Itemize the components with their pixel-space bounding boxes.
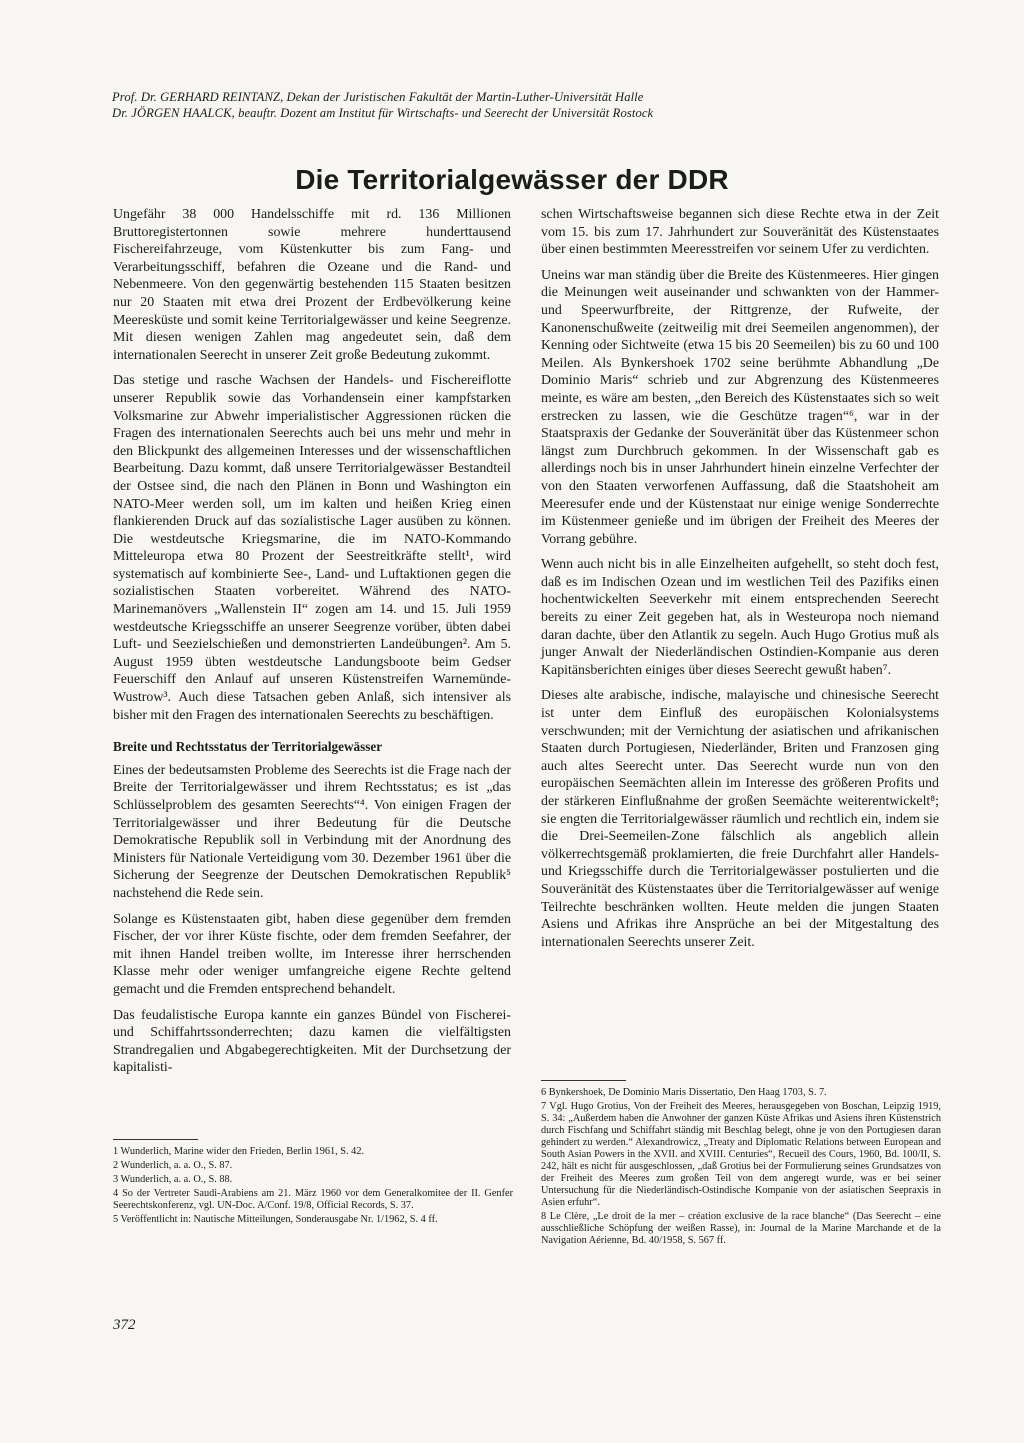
footnotes-left — [113, 1125, 513, 1228]
author-line-1: Prof. Dr. GERHARD REINTANZ, Dekan der Juristischen Fakultät der Martin-Luther-Universität Halle — [112, 90, 644, 104]
footnote: 6 Bynkershoek, De Dominio Maris Dissertatio, Den Haag 1703, S. 7. — [541, 1087, 827, 1098]
section-heading: Breite und Rechtsstatus der Territorialgewässer — [113, 739, 383, 755]
paragraph-intro: Ungefähr 38 000 Handelsschiffe mit rd. 136 Millionen Bruttoregistertonnen sowie mehrere hunderttausend Fischereifahrzeuge, vom Küstenkutter bis zum Fang- und Verarbeitungsschiff, befahren die Ozeane und die Rand- und Nebenmeere. Von den gegenwärtig bestehenden 115 Staaten besitzen nur 20 Staaten mit etwa drei Prozent der Erdbevölkerung keine Meeresküste und somit keine Territorialgewässer und keine Seegrenze. Mit diesen wenigen Zahlen mag angedeutet sein, daß dem internationalen Seerecht in unserer Zeit große Bedeutung zukommt. — [113, 207, 511, 363]
paragraph-fleet: Das stetige und rasche Wachsen der Handels- und Fischereiflotte unserer Republik sowie das Vorhandensein einer kampfstarken Volksmarine zur Abwehr imperialistischer Aggressionen rücken die Fragen des internationalen Seerechts auch bei uns mehr und mehr in den Blickpunkt des allgemeinen Interesses und der wissenschaftlichen Bearbeitung. Dazu kommt, daß unsere Territorialgewässer Bestandteil der Ostsee sind, die nach den Plänen in Bonn und Washington ein NATO-Meer werden soll, um im kalten und heißen Krieg einen flankierenden Druck auf das sozialistische Lager ausüben zu können. Die westdeutsche Kriegsmarine, die im NATO-Kommando Mitteleuropa etwa 80 Prozent der Seestreitkräfte stellt¹, wird systematisch auf kombinierte See-, Land- und Luftaktionen gegen die sozialistischen Staaten vorbereitet. Während des NATO-Marinemanövers „Wallenstein II“ zogen am 14. und 15. Juli 1959 westdeutsche Kriegsschiffe an unserer Seegrenze vorüber, übten dabei Luft- und Seezielschießen und demonstrierten Landeübungen². Am 5. August 1959 übten westdeutsche Landungsboote beim Gedser Feuerschiff den Anlauf auf unseren Küstenstreifen Warnemünde-Wustrow³. Auch diese Tatsachen geben Anlaß, sich intensiver als bisher mit den Fragen des internationalen Seerechts zu beschäftigen. — [113, 373, 511, 723]
paragraph-capitalist: schen Wirtschaftsweise begannen sich diese Rechte etwa in der Zeit vom 15. bis zum 17. Jahrhundert zur Souveränität des Küstenstaates über einen bestimmten Meeresstreifen vor seinem Ufer zu verdichten. — [541, 207, 939, 258]
paragraph-breadth-dispute: Uneins war man ständig über die Breite des Küstenmeeres. Hier gingen die Meinungen weit auseinander und schwankten von der Hammer- und Speerwurfbreite, der Rittgrenze, der Rufweite, der Kanonenschußweite (zeitweilig mit drei Seemeilen angenommen), der Kenning oder Sichtweite (etwa 15 bis 20 Seemeilen) bis zu 60 und 100 Meilen. Als Bynkershoek 1702 seine berühmte Abhandlung „De Dominio Maris“ schrieb und zur Abgrenzung des Küstenmeeres meinte, es wäre am besten, „den Bereich des Küstenstaates sich so weit erstrecken zu lassen, wie die Geschütze tragen“⁶, war in der Staatspraxis der Gedanke der Souveränität über das Küstenmeer schon längst zum Durchbruch gekommen. In der Wissenschaft gab es allerdings noch bis in unser Jahrhundert hinein einzelne Verfechter der von den Staaten verworfenen Auffassung, daß die Staatshoheit am Meeresufer ende und der Küstenstaat nur einige wenige Sonderrechte im Küstenmeer genieße und im übrigen der Freiheit des Meeres der Vorrang gebühre. — [541, 267, 939, 547]
paragraph-coastal-states: Solange es Küstenstaaten gibt, haben diese gegenüber dem fremden Fischer, der vor ihrer Küste fischte, oder dem fremden Seefahrer, der mit ihnen Handel treiben wollte, im Interesse ihrer herrschenden Klasse mehr oder weniger umfangreiche eigene Rechte geltend gemacht und die Fremden entsprechend behandelt. — [113, 911, 511, 997]
footnote: 2 Wunderlich, a. a. O., S. 87. — [113, 1160, 233, 1171]
footnote: 4 So der Vertreter Saudi-Arabiens am 21. März 1960 vor dem Generalkomitee der II. Genfer Seerechtskonferenz, vgl. UN-Doc. A/Conf. 19/8, Official Records, S. 37. — [113, 1188, 513, 1211]
footnotes-right — [541, 1066, 941, 1249]
paragraph-feudal: Das feudalistische Europa kannte ein ganzes Bündel von Fischerei- und Schiffahrtssonderrechten; dazu kamen die vielfältigsten Strandregalien und Abgabegerechtigkeiten. Mit der Durchsetzung der kapitalisti- — [113, 1007, 511, 1076]
paragraph-indian-ocean: Wenn auch nicht bis in alle Einzelheiten aufgehellt, so steht doch fest, daß es im Indischen Ozean und im westlichen Teil des Pazifiks einen hochentwickelten Seeverkehr mit einem entsprechenden Seerecht bereits zu einer Zeit gegeben hat, als in Westeuropa noch niemand daran dachte, über den Atlantik zu segeln. Auch Hugo Grotius muß als junger Anwalt der Niederländischen Ostindien-Kompanie aus deren Kapitänsberichten einiges über dieses Seerecht gewußt haben⁷. — [541, 557, 939, 678]
footnote-rule — [113, 1139, 198, 1140]
right-column — [541, 206, 939, 951]
paragraph-colonial: Dieses alte arabische, indische, malayische und chinesische Seerecht ist unter dem Einfluß des europäischen Kolonialsystems verschwunden; mit der Vernichtung der asiatischen und afrikanischen Staaten durch Portugiesen, Niederländer, Briten und Franzosen ging auch altes Seerecht unter. Das Seerecht wurde nun von den europäischen Seemächten allein im Interesse des größeren Profits und der stärkeren Einflußnahme der großen Seemächte weiterentwickelt⁸; sie engten die Territorialgewässer räumlich und rechtlich ein, indem sie die Drei-Seemeilen-Zone fälschlich als angeblich allein völkerrechtsgemäß proklamierten, die freie Durchfahrt aller Handels- und Kriegsschiffe durch die Territorialgewässer postulierten und die Souveränität des Küstenstaates über die Territorialgewässer auf wenige Teilrechte beschränken wollten. Heute melden die jungen Staaten Asiens und Afrikas ihre Ansprüche an bei der Mitgestaltung des internationalen Seerechts unserer Zeit. — [541, 688, 939, 950]
footnote: 8 Le Clère, „Le droit de la mer – création exclusive de la race blanche“ (Das Seerecht – eine ausschließliche Schöpfung der weißen Rasse), in: Journal de la Marine Marchande et de la Navigation Aérienne, Bd. 40/1958, S. 567 ff. — [541, 1211, 941, 1246]
author-line-2: Dr. JÖRGEN HAALCK, beauftr. Dozent am Institut für Wirtschafts- und Seerecht der Universität Rostock — [112, 106, 654, 120]
page-number: 372 — [113, 1317, 136, 1333]
footnote: 5 Veröffentlicht in: Nautische Mitteilungen, Sonderausgabe Nr. 1/1962, S. 4 ff. — [113, 1214, 438, 1225]
paragraph-breadth: Eines der bedeutsamsten Probleme des Seerechts ist die Frage nach der Breite der Territorialgewässer und ihrem Rechtsstatus; es ist „das Schlüsselproblem des gesamten Seerechts“⁴. Von einigen Fragen der Territorialgewässer und ihrer Bedeutung für die Deutsche Demokratische Republik soll in Verbindung mit der Anordnung des Ministers für Nationale Verteidigung vom 30. Dezember 1961 über die Sicherung der Seegrenze der Deutschen Demokratischen Republik⁵ nachstehend die Rede sein. — [113, 762, 511, 901]
footnote: 7 Vgl. Hugo Grotius, Von der Freiheit des Meeres, herausgegeben von Boschan, Leipzig 1919, S. 34: „Außerdem haben die Anwohner der ganzen Küste Afrikas und Asiens ihren Küstenstrich durch Fischfang und Schiffahrt ständig mit Beschlag belegt, ohne je von den Portugiesen daran gehindert zu werden.“ Alexandrowicz, „Treaty and Diplomatic Relations between European and South Asian Powers in the XVII. and XVIII. Centuries“, Recueil des Cours, 1960, Bd. 100/II, S. 242, hält es nicht für ausgeschlossen, „daß Grotius bei der Formulierung seines Grundsatzes von der Freiheit des Meeres zum großen Teil von dem angeregt wurde, was er bei seiner Untersuchung für die Niederländisch-Ostindische Kompanie von der asiatischen Seepraxis in Asien erfuhr“. — [541, 1101, 941, 1208]
footnote: 1 Wunderlich, Marine wider den Frieden, Berlin 1961, S. 42. — [113, 1146, 365, 1157]
footnote-rule — [541, 1080, 626, 1081]
footnote: 3 Wunderlich, a. a. O., S. 88. — [113, 1174, 233, 1185]
left-column — [113, 206, 511, 1077]
article-title: Die Territorialgewässer der DDR — [295, 163, 729, 195]
